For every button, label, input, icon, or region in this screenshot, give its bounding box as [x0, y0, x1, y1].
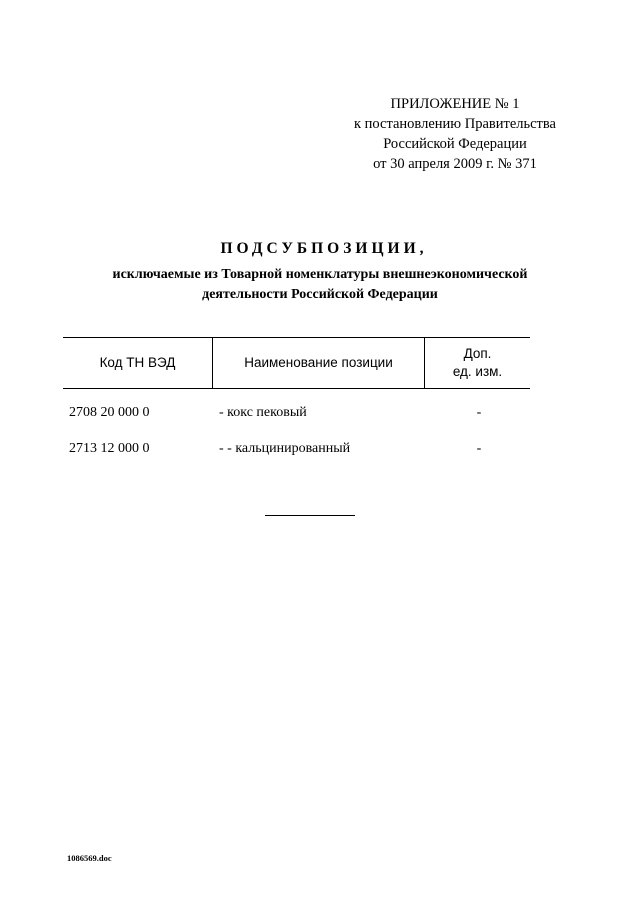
header-unit-line-1: Доп.	[463, 346, 492, 361]
row-name: - кокс пековый	[219, 405, 307, 420]
header-code: Код ТН ВЭД	[63, 338, 213, 388]
end-of-list-rule	[265, 515, 355, 516]
table-row	[0, 405, 640, 441]
annex-number: ПРИЛОЖЕНИЕ № 1	[390, 96, 520, 112]
table-row	[0, 441, 640, 477]
document-subtitle	[0, 265, 640, 305]
annex-reference: к постановлению Правительства	[354, 116, 556, 132]
row-unit: -	[476, 441, 482, 456]
document-file-id: 1086569.doc	[67, 853, 112, 863]
header-unit-line-2: ед. изм.	[452, 364, 503, 379]
annex-date-number: от 30 апреля 2009 г. № 371	[373, 156, 537, 172]
table-header-row	[63, 338, 530, 388]
annex-authority: Российской Федерации	[383, 136, 527, 152]
row-code: 2713 12 000 0	[69, 441, 150, 456]
subtitle-line-1: исключаемые из Товарной номенклатуры внешнеэкономической	[112, 267, 528, 282]
document-title: ПОДСУБПОЗИЦИИ,	[220, 240, 428, 257]
positions-table-body	[0, 405, 640, 477]
positions-table-header	[63, 337, 530, 389]
header-unit	[425, 338, 530, 388]
row-name: - - кальцинированный	[219, 441, 351, 456]
annex-header	[300, 94, 610, 174]
header-name: Наименование позиции	[213, 338, 425, 388]
table-header-rule	[63, 388, 530, 389]
subtitle-line-2: деятельности Российской Федерации	[202, 287, 438, 302]
row-code: 2708 20 000 0	[69, 405, 150, 420]
row-unit: -	[476, 405, 482, 420]
